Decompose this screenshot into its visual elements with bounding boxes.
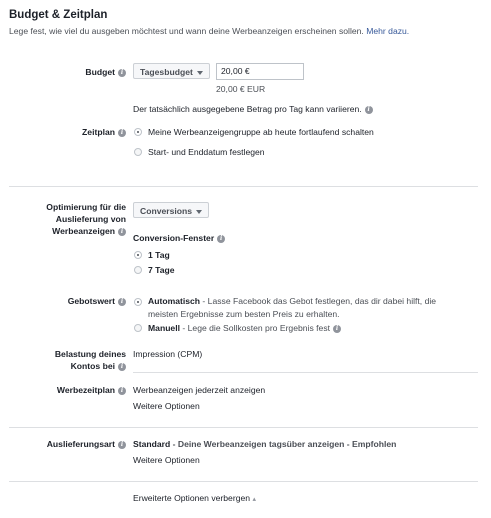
- charge-value: Impression (CPM): [133, 349, 203, 359]
- bid-manual-desc: - Lege die Sollkosten pro Ergebnis fest: [180, 323, 331, 333]
- delivery-more-link[interactable]: Weitere Optionen: [133, 455, 200, 465]
- info-icon[interactable]: i: [118, 441, 126, 449]
- bid-auto-title: Automatisch: [148, 296, 201, 306]
- ad-schedule-label: [57, 384, 126, 396]
- optimization-value: Conversions: [140, 206, 193, 216]
- hide-advanced-options-link[interactable]: [133, 492, 256, 506]
- radio-schedule-continuous[interactable]: [134, 128, 142, 136]
- delivery-label: [47, 438, 126, 450]
- delivery-value-title: Standard: [133, 439, 171, 449]
- radio-window-1-day[interactable]: [134, 251, 142, 259]
- info-icon[interactable]: i: [118, 129, 126, 137]
- info-icon[interactable]: i: [365, 106, 373, 114]
- divider: [9, 427, 478, 428]
- delivery-label-text: Auslieferungsart: [46, 439, 115, 449]
- info-icon[interactable]: i: [118, 387, 126, 395]
- info-icon[interactable]: i: [118, 363, 126, 371]
- charge-label-line2: [16, 360, 126, 372]
- divider: [9, 186, 478, 187]
- ad-schedule-value: Werbeanzeigen jederzeit anzeigen: [133, 385, 266, 395]
- budget-label-text: Budget: [85, 67, 115, 77]
- bid-option-manual[interactable]: [148, 322, 341, 334]
- window-option-1-day[interactable]: 1 Tag: [148, 250, 170, 260]
- schedule-label: [82, 126, 126, 138]
- budget-note-text: Der tatsächlich ausgegebene Betrag pro Tag kann variieren.: [133, 104, 362, 114]
- info-icon[interactable]: i: [118, 298, 126, 306]
- info-icon[interactable]: i: [118, 69, 126, 77]
- budget-type-dropdown[interactable]: [133, 63, 210, 79]
- bid-manual-title: Manuell: [148, 323, 180, 333]
- chevron-up-icon: ▴: [252, 496, 256, 503]
- bid-auto-desc-line2: meisten Ergebnisse zum besten Preis zu erhalten.: [148, 309, 340, 319]
- delivery-value: [133, 438, 396, 450]
- chevron-down-icon: [197, 71, 203, 75]
- bid-auto-desc: - Lasse Facebook das Gebot festlegen, das dir dabei hilft, die: [200, 296, 437, 306]
- section-subtitle: [9, 26, 409, 36]
- conversion-window-label: [133, 232, 225, 244]
- info-icon[interactable]: i: [217, 235, 225, 243]
- optimization-label-line2: Auslieferung von: [55, 214, 126, 224]
- charge-label-line1: Belastung deines: [54, 349, 126, 359]
- chevron-down-icon: [196, 210, 202, 214]
- optimization-label-line1: Optimierung für die: [46, 202, 126, 212]
- window-option-7-days[interactable]: 7 Tage: [148, 265, 175, 275]
- info-icon[interactable]: i: [118, 228, 126, 236]
- charge-label: [16, 348, 126, 372]
- radio-window-7-days[interactable]: [134, 266, 142, 274]
- radio-bid-automatic[interactable]: [134, 298, 142, 306]
- subtitle-text: Lege fest, wie viel du ausgeben möchtest und wann deine Werbeanzeigen erscheinen sollen.: [9, 26, 364, 36]
- budget-type-value: Tagesbudget: [140, 67, 193, 77]
- conversion-window-label-text: Conversion-Fenster: [133, 233, 215, 243]
- hide-advanced-text: Erweiterte Optionen verbergen: [133, 493, 251, 503]
- optimization-label-line3-text: Werbeanzeigen: [52, 226, 115, 236]
- optimization-label-line3: [16, 225, 126, 237]
- budget-note: [133, 103, 373, 115]
- charge-label-line2-text: Kontos bei: [70, 361, 115, 371]
- schedule-option-dates[interactable]: Start- und Enddatum festlegen: [148, 147, 265, 157]
- budget-amount-eur: 20,00 € EUR: [216, 84, 266, 94]
- ad-schedule-more-link[interactable]: Weitere Optionen: [133, 401, 200, 411]
- bid-label-text: Gebotswert: [67, 296, 115, 306]
- bid-label: [68, 295, 126, 307]
- budget-label: [85, 66, 126, 78]
- ad-schedule-label-text: Werbezeitplan: [56, 385, 115, 395]
- schedule-option-continuous[interactable]: Meine Werbeanzeigengruppe ab heute fortlaufend schalten: [148, 127, 374, 137]
- bid-option-automatic[interactable]: [148, 295, 436, 307]
- optimization-dropdown[interactable]: [133, 202, 209, 218]
- radio-schedule-dates[interactable]: [134, 148, 142, 156]
- info-icon[interactable]: i: [333, 325, 341, 333]
- budget-amount-input[interactable]: 20,00 €: [216, 63, 304, 80]
- optimization-label: [16, 201, 126, 237]
- section-title: Budget & Zeitplan: [9, 9, 108, 21]
- divider: [133, 372, 478, 373]
- schedule-label-text: Zeitplan: [82, 127, 115, 137]
- radio-bid-manual[interactable]: [134, 324, 142, 332]
- divider: [9, 481, 478, 482]
- more-info-link[interactable]: Mehr dazu.: [366, 26, 410, 36]
- delivery-value-desc: - Deine Werbeanzeigen tagsüber anzeigen - Empfohlen: [170, 439, 397, 449]
